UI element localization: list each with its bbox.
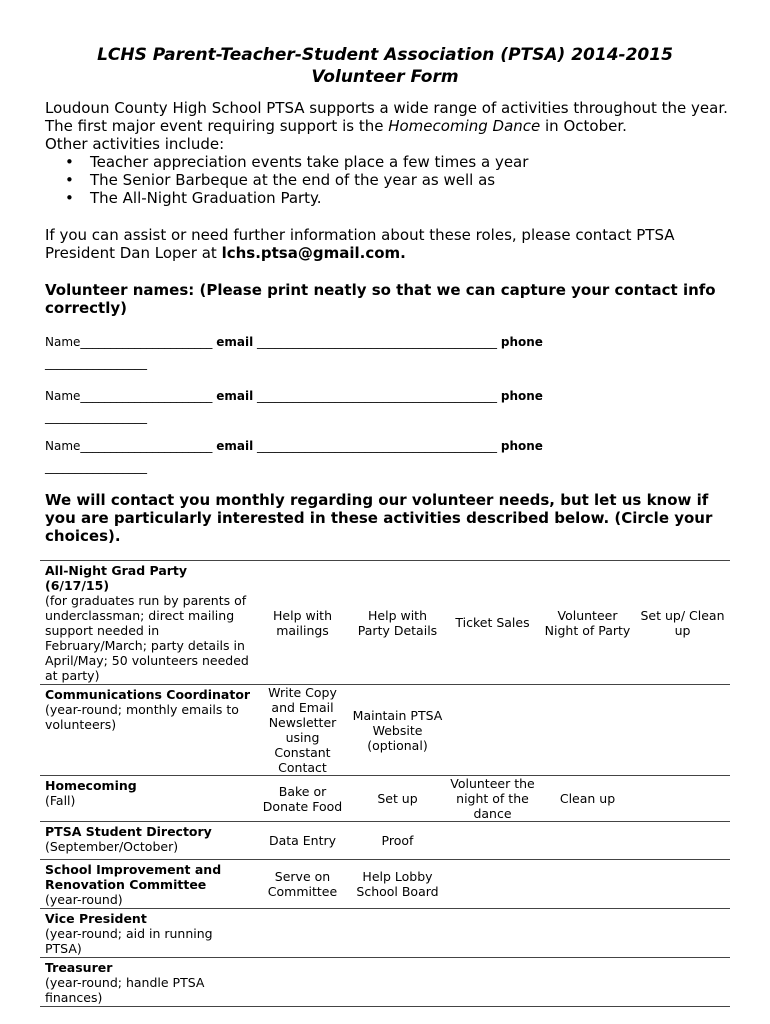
activity-row-vice-president <box>40 909 730 958</box>
email-field-label: email <box>216 439 254 453</box>
contact-email[interactable]: lchs.ptsa@gmail.com. <box>221 244 406 262</box>
choice-cell <box>255 958 350 1007</box>
bullet-item <box>45 153 735 171</box>
choice-cell <box>445 958 540 1007</box>
bullet-icon: • <box>65 189 74 207</box>
choice-cell <box>445 685 540 776</box>
choice-cell[interactable]: Ticket Sales <box>445 561 540 685</box>
choice-cell <box>635 909 730 958</box>
name-field-label[interactable]: Name______________________ <box>45 439 213 453</box>
name-field-label[interactable]: Name______________________ <box>45 335 213 349</box>
form-title <box>40 44 730 88</box>
volunteer-entry-row-3[interactable] <box>45 438 735 475</box>
choice-cell <box>445 822 540 860</box>
choice-cell <box>540 860 635 909</box>
activity-detail: (year-round; monthly emails to volunteers) <box>45 702 239 732</box>
activity-row-communications-coordinator <box>40 685 730 776</box>
activity-description <box>40 958 255 1007</box>
name-field-label[interactable]: Name______________________ <box>45 389 213 403</box>
activity-detail: (for graduates run by parents of underclassman; direct mailing support needed in February/March; party details in April/May; 50 volunteers needed at party) <box>45 593 249 683</box>
choice-cell[interactable]: Proof <box>350 822 445 860</box>
email-field-label: email <box>216 335 254 349</box>
activity-role: PTSA Student Directory <box>45 824 212 839</box>
form-title-line1: LCHS Parent-Teacher-Student Association (PTSA) 2014-2015 <box>97 45 673 65</box>
bullet-text: Teacher appreciation events take place a few times a year <box>90 153 529 171</box>
activity-row-all-night-grad-party <box>40 561 730 685</box>
bullet-text: The All-Night Graduation Party. <box>90 189 322 207</box>
phone-field-label: phone <box>500 389 543 403</box>
volunteer-entry-row-1[interactable] <box>45 334 735 371</box>
activity-description <box>40 776 255 822</box>
choice-cell <box>350 958 445 1007</box>
phone-field-line[interactable]: _________________ <box>45 410 147 424</box>
volunteer-entry-row-2[interactable] <box>45 388 735 425</box>
activity-role: Homecoming <box>45 778 137 793</box>
choice-cell <box>540 909 635 958</box>
choice-cell <box>445 909 540 958</box>
choice-cell[interactable]: Set up/ Clean up <box>635 561 730 685</box>
activity-description <box>40 860 255 909</box>
choice-cell[interactable]: Data Entry <box>255 822 350 860</box>
choice-cell[interactable]: Bake or Donate Food <box>255 776 350 822</box>
activity-role: Vice President <box>45 911 147 926</box>
activity-description <box>40 561 255 685</box>
activity-description <box>40 909 255 958</box>
choice-cell <box>635 685 730 776</box>
form-title-line2: Volunteer Form <box>311 67 459 87</box>
activity-role: Treasurer <box>45 960 113 975</box>
activity-role: School Improvement and Renovation Committee <box>45 862 222 892</box>
activity-detail: (year-round) <box>45 892 123 907</box>
intro-other-label: Other activities include: <box>45 135 225 153</box>
intro-text-after: in October. <box>540 117 627 135</box>
email-field-line[interactable]: ________________________________________ <box>257 389 498 403</box>
activity-detail: (September/October) <box>45 839 179 854</box>
bullet-item <box>45 171 735 189</box>
choice-cell[interactable]: Help with Party Details <box>350 561 445 685</box>
activity-description <box>40 685 255 776</box>
choice-cell[interactable]: Help Lobby School Board <box>350 860 445 909</box>
choice-cell[interactable]: Volunteer Night of Party <box>540 561 635 685</box>
activities-bullet-list <box>45 153 735 207</box>
choice-cell <box>635 958 730 1007</box>
intro-paragraph <box>45 99 735 135</box>
choice-cell[interactable]: Help with mailings <box>255 561 350 685</box>
bullet-icon: • <box>65 171 74 189</box>
choice-cell[interactable]: Volunteer the night of the dance <box>445 776 540 822</box>
choice-cell <box>445 860 540 909</box>
choice-cell <box>635 776 730 822</box>
intro-event-name: Homecoming Dance <box>388 117 541 135</box>
intro-text-before: Loudoun County High School PTSA supports a wide range of activities throughout the year. The first major event requiring support is the <box>45 99 728 135</box>
email-field-line[interactable]: ________________________________________ <box>257 335 498 349</box>
phone-field-line[interactable]: _________________ <box>45 356 147 370</box>
activity-detail: (year-round; aid in running PTSA) <box>45 926 213 956</box>
email-field-label: email <box>216 389 254 403</box>
choice-cell <box>635 860 730 909</box>
choice-cell <box>635 822 730 860</box>
phone-field-label: phone <box>500 439 543 453</box>
volunteer-names-heading: Volunteer names: (Please print neatly so that we can capture your contact info correctly) <box>45 281 716 317</box>
contact-paragraph <box>45 226 735 262</box>
interest-heading: We will contact you monthly regarding our volunteer needs, but let us know if you are particularly interested in these activities described below. (Circle your choices). <box>45 491 713 545</box>
choice-cell <box>540 958 635 1007</box>
activity-detail: (year-round; handle PTSA finances) <box>45 975 205 1005</box>
phone-field-line[interactable]: _________________ <box>45 460 147 474</box>
activities-table <box>40 560 730 1007</box>
choice-cell[interactable]: Serve on Committee <box>255 860 350 909</box>
activity-detail: (Fall) <box>45 793 76 808</box>
activity-row-student-directory <box>40 822 730 860</box>
contact-text: If you can assist or need further information about these roles, please contact PTSA President Dan Loper at <box>45 226 675 262</box>
bullet-icon: • <box>65 153 74 171</box>
activity-description <box>40 822 255 860</box>
choice-cell[interactable]: Write Copy and Email Newsletter using Constant Contact <box>255 685 350 776</box>
activity-row-treasurer <box>40 958 730 1007</box>
choice-cell <box>350 909 445 958</box>
activity-role: All-Night Grad Party (6/17/15) <box>45 563 188 593</box>
intro-section <box>45 99 735 207</box>
activity-role: Communications Coordinator <box>45 687 251 702</box>
bullet-item <box>45 189 735 207</box>
choice-cell <box>540 685 635 776</box>
phone-field-label: phone <box>500 335 543 349</box>
email-field-line[interactable]: ________________________________________ <box>257 439 498 453</box>
bullet-text: The Senior Barbeque at the end of the year as well as <box>90 171 496 189</box>
choice-cell[interactable]: Clean up <box>540 776 635 822</box>
choice-cell <box>540 822 635 860</box>
choice-cell[interactable]: Maintain PTSA Website (optional) <box>350 685 445 776</box>
choice-cell[interactable]: Set up <box>350 776 445 822</box>
activity-row-school-improvement <box>40 860 730 909</box>
activity-row-homecoming <box>40 776 730 822</box>
choice-cell <box>255 909 350 958</box>
